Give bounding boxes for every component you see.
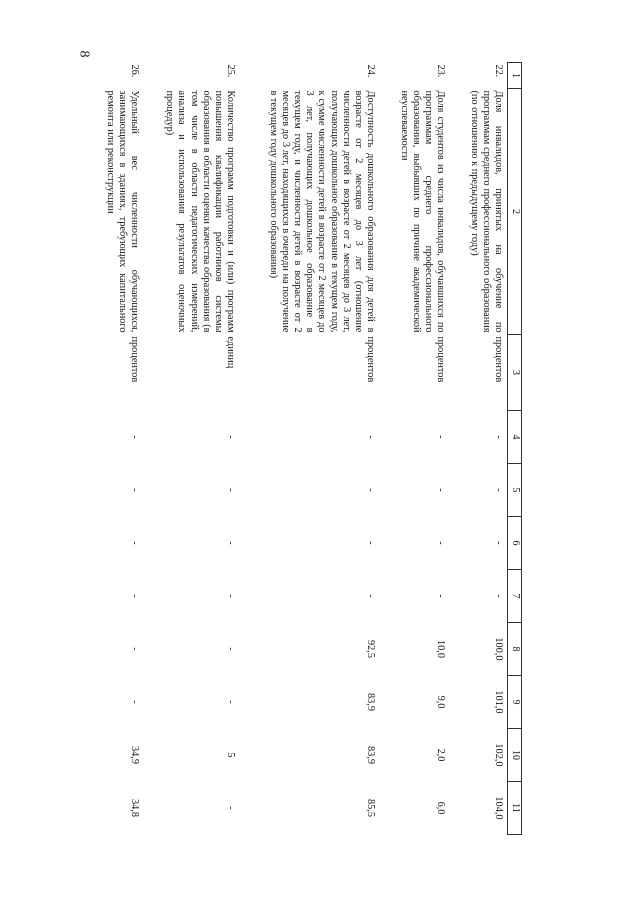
value-cell: - (225, 435, 236, 439)
indicator-description: Доля студентов из числа инвалидов, обучавшихся по программам среднего профессионального образования, выбывших по причине академической неуспеваемости (398, 90, 446, 333)
value-cell: 92,5 (365, 639, 376, 659)
value-cell: - (225, 647, 236, 651)
row-number: 25. (225, 64, 236, 78)
value-cell: - (129, 594, 140, 598)
value-cell: 34,8 (129, 798, 140, 818)
value-cell: - (493, 541, 504, 545)
row-number: 22. (493, 64, 504, 78)
col-header: 7 (508, 570, 522, 623)
value-cell: 9,0 (435, 695, 446, 709)
table-row (244, 63, 384, 835)
col-header: 2 (508, 89, 522, 335)
value-cell: - (435, 488, 446, 492)
value-cell: - (225, 594, 236, 598)
col-header: 8 (508, 623, 522, 676)
value-cell: - (493, 435, 504, 439)
value-cell: - (129, 435, 140, 439)
value-cell: - (129, 700, 140, 704)
value-cell: - (129, 541, 140, 545)
value-cell: - (435, 435, 446, 439)
row-number: 23. (435, 64, 446, 78)
value-cell: - (225, 488, 236, 492)
value-cell: - (435, 594, 446, 598)
value-cell: - (225, 700, 236, 704)
table-row (454, 63, 508, 835)
value-cell: - (435, 541, 446, 545)
table-row (96, 63, 148, 835)
row-number: 26. (129, 64, 140, 78)
table-header-row (508, 63, 522, 835)
indicator-description: Количество программ подготовки и (или) программ повышения квалификации работников системы образования в области оценки качества образования (в том числе в области педагогических измерений, анализа и использования результатов оценочных процедур) (164, 90, 236, 333)
rotated-table-wrapper (104, 62, 522, 834)
indicator-description: Доля инвалидов, принятых на обучение по программам среднего профессионального образования (по отношению к предыдущему году) (468, 90, 504, 333)
value-cell: 10,0 (435, 639, 446, 659)
col-header: 10 (508, 729, 522, 782)
col-header: 3 (508, 335, 522, 411)
indicators-table (96, 62, 522, 835)
value-cell: - (225, 541, 236, 545)
value-cell: 83,9 (365, 692, 376, 712)
value-cell: 100,0 (493, 637, 504, 661)
col-header: 5 (508, 464, 522, 517)
value-cell: 85,5 (365, 798, 376, 818)
value-cell: - (365, 541, 376, 545)
value-cell: 2,0 (435, 748, 446, 762)
indicator-description: Доступность дошкольного образования для детей в возрасте от 2 месяцев до 3 лет (отношение численности детей в возрасте от 2 месяцев до 3 лет, получающих дошкольное образование в текущем году, к сумме численности детей в возрасте от 2 месяцев до 3 лет, получающих дошкольное образование в текущем году, и численности детей в возрасте от 2 месяцев до 3 лет, находящихся в очереди на получение в текущем году дошкольного образования) (267, 90, 376, 333)
col-header: 9 (508, 676, 522, 729)
value-cell: 5 (225, 752, 236, 758)
value-cell: 34,9 (129, 745, 140, 765)
table-row (384, 63, 454, 835)
row-number: 24. (365, 64, 376, 78)
value-cell: - (493, 488, 504, 492)
value-cell: - (129, 647, 140, 651)
value-cell: 101,0 (493, 690, 504, 714)
unit-cell: процентов (365, 336, 376, 383)
unit-cell: единиц (225, 336, 236, 369)
table-row (148, 63, 244, 835)
value-cell: 6,0 (435, 801, 446, 815)
value-cell: - (129, 488, 140, 492)
unit-cell: процентов (493, 336, 504, 383)
value-cell: - (493, 594, 504, 598)
col-header: 1 (508, 63, 522, 89)
col-header: 4 (508, 411, 522, 464)
page-number: 8 (76, 50, 92, 58)
value-cell: - (365, 488, 376, 492)
value-cell: - (225, 806, 236, 810)
col-header: 6 (508, 517, 522, 570)
indicator-description: Удельный вес численности обучающихся, занимающихся в зданиях, требующих капитального ремонта или реконструкции (104, 90, 140, 333)
value-cell: - (365, 435, 376, 439)
unit-cell: процентов (129, 336, 140, 383)
unit-cell: процентов (435, 336, 446, 383)
value-cell: 83,9 (365, 745, 376, 765)
value-cell: - (365, 594, 376, 598)
value-cell: 104,0 (493, 796, 504, 820)
col-header: 11 (508, 782, 522, 835)
value-cell: 102,0 (493, 743, 504, 767)
